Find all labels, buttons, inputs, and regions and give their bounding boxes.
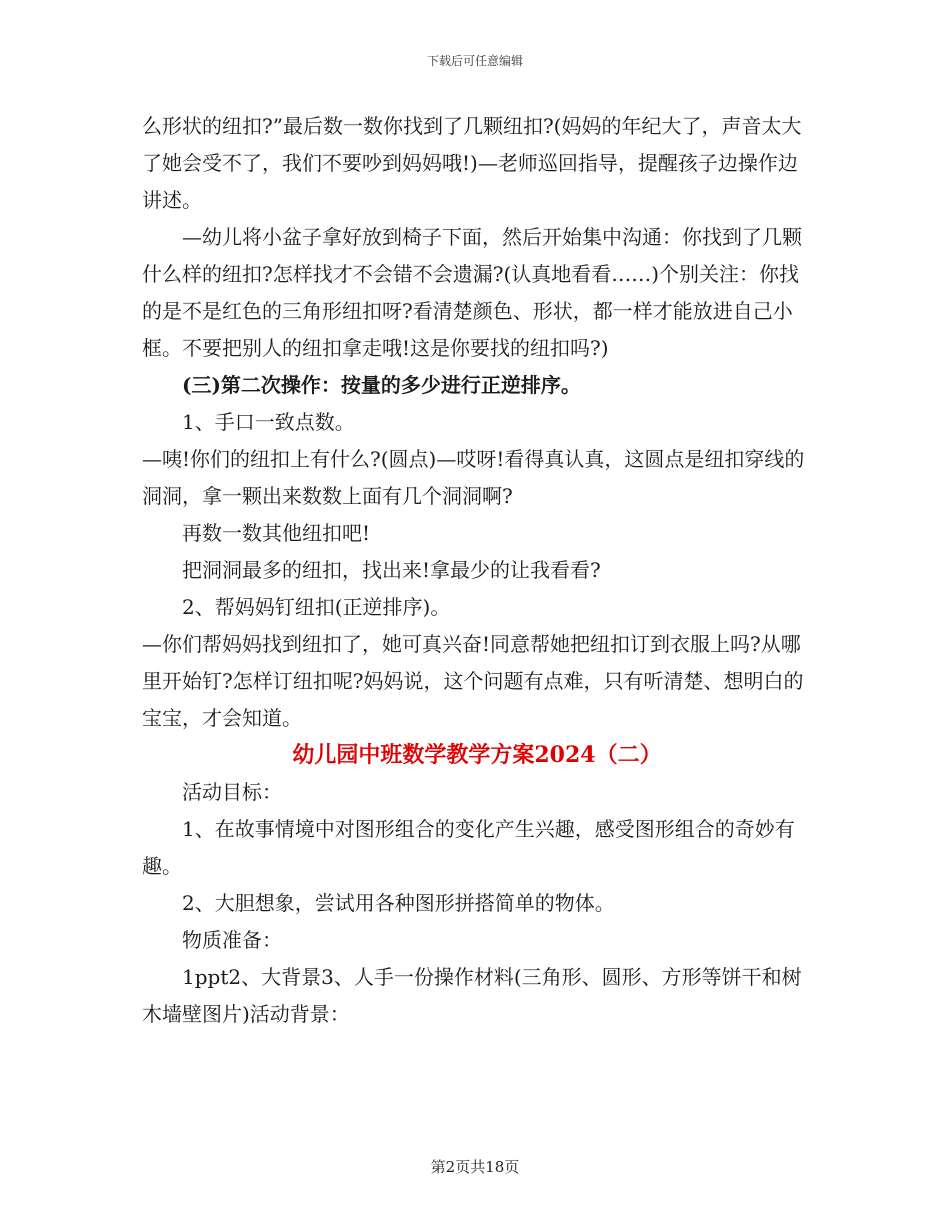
- paragraph-8: 2、帮妈妈钉纽扣(正逆排序)。: [182, 595, 451, 619]
- paragraph-4: 1、手口一致点数。: [182, 410, 355, 434]
- paragraph-2: —幼儿将小盆子拿好放到椅子下面，然后开始集中沟通：你找到了几颗什么样的纽扣?怎样找才不会错不会遗漏?(认真地看看……)个别关注：你找的是不是红色的三角形纽扣呀?看清楚颜色、形状，都一样才能放进自己小框。不要把别人的纽扣拿走哦!这是你要找的纽扣吗?): [142, 225, 802, 360]
- paragraph-14: 1ppt2、大背景3、人手一份操作材料(三角形、圆形、方形等饼干和树木墙壁图片)活动背景：: [142, 965, 802, 1026]
- paragraph-6: 再数一数其他纽扣吧!: [182, 521, 371, 545]
- paragraph-9: —你们帮妈妈找到纽扣了，她可真兴奋!同意帮她把纽扣订到衣服上吗?从哪里开始钉?怎样订纽扣呢?妈妈说，这个问题有点难，只有听清楚、想明白的宝宝，才会知道。: [142, 632, 804, 730]
- paragraph-1: 么形状的纽扣?”最后数一数你找到了几颗纽扣?(妈妈的年纪大了，声音太大了她会受不了，我们不要吵到妈妈哦!)—老师巡回指导，提醒孩子边操作边讲述。: [142, 114, 802, 212]
- paragraph-12: 2、大胆想象，尝试用各种图形拼搭简单的物体。: [182, 891, 615, 915]
- document-body: [142, 108, 812, 1033]
- paragraph-7: 把洞洞最多的纽扣，找出来!拿最少的让我看看?: [182, 558, 601, 582]
- paragraph-11: 1、在故事情境中对图形组合的变化产生兴趣，感受图形组合的奇妙有趣。: [142, 817, 795, 878]
- page-footer: 第2页共18页: [430, 1158, 520, 1176]
- paragraph-5: —咦!你们的纽扣上有什么?(圆点)—哎呀!看得真认真，这圆点是纽扣穿线的洞洞，拿一颗出来数数上面有几个洞洞啊?: [142, 447, 805, 508]
- page-header: 下载后可任意编辑: [426, 54, 523, 68]
- section-title: 幼儿园中班数学教学方案2024（二）: [292, 742, 662, 768]
- paragraph-10: 活动目标：: [182, 780, 282, 804]
- subheading-second-operation: (三)第二次操作：按量的多少进行正逆排序。: [182, 373, 581, 397]
- paragraph-13: 物质准备：: [182, 928, 282, 952]
